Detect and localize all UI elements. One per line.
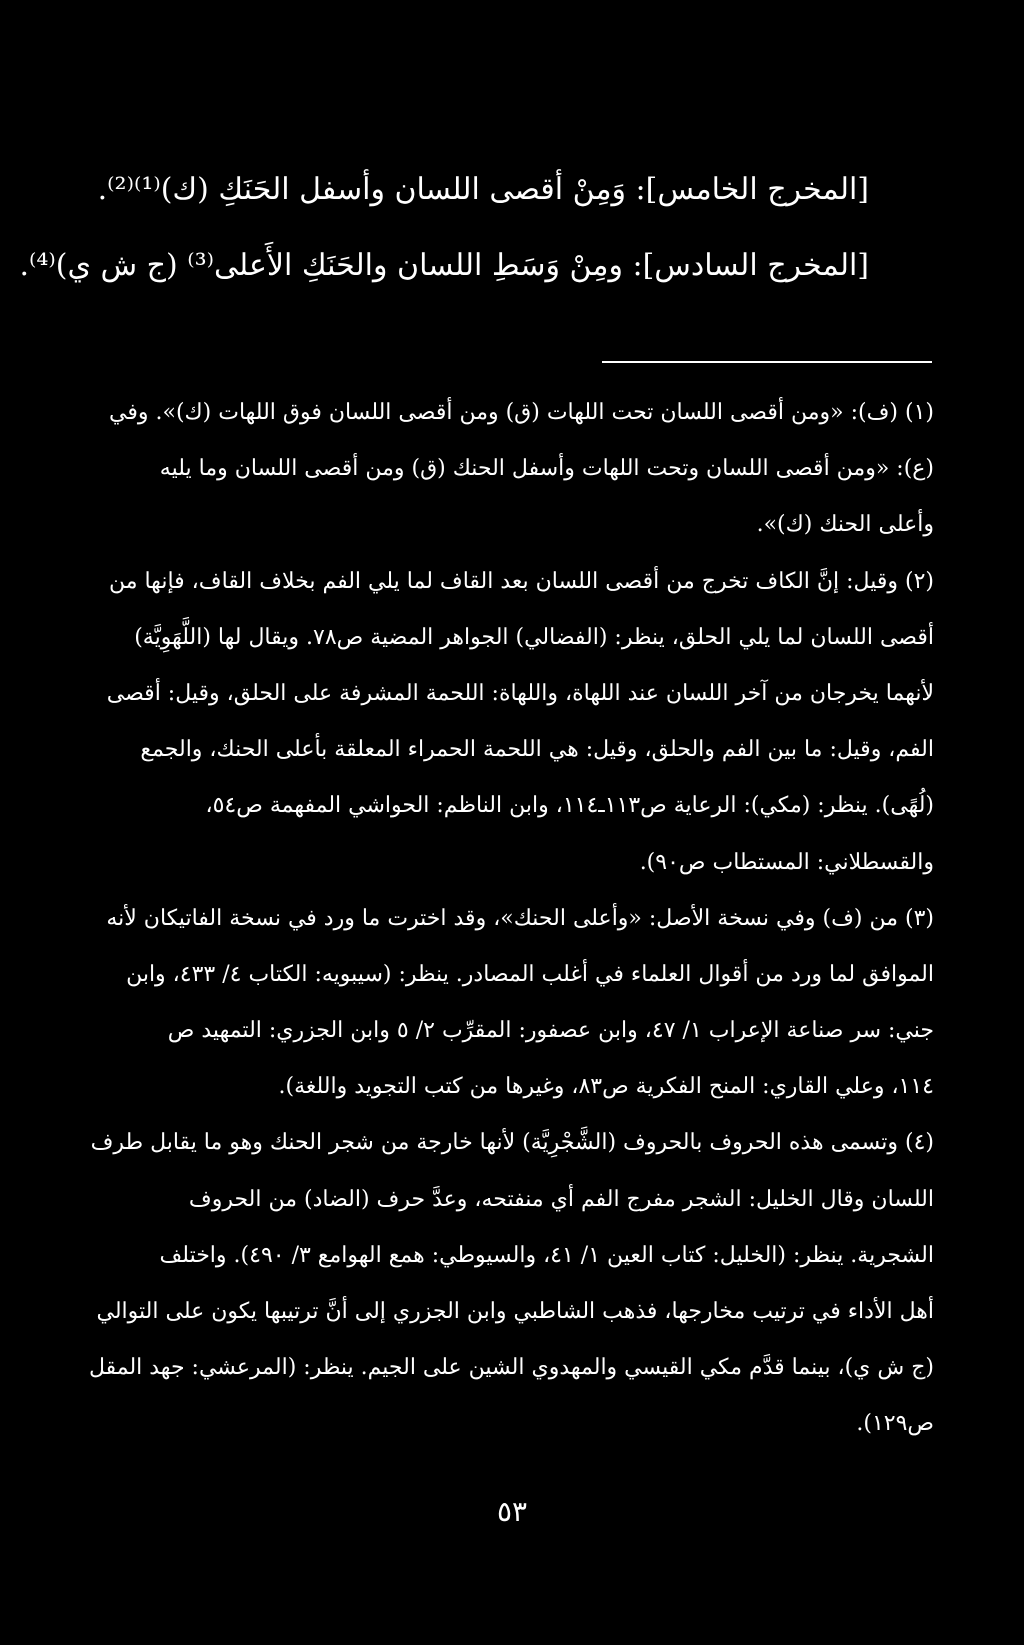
footnote-separator — [602, 361, 932, 363]
footnote-line: (١) (ف): «ومن أقصى اللسان تحت اللهات (ق) ومن أقصى اللسان فوق اللهات (ك)». وفي — [109, 400, 934, 425]
footnote-line: أهل الأداء في ترتيب مخارجها، فذهب الشاطبي وابن الجزري إلى أنَّ ترتيبها يكون على التوالي — [96, 1299, 934, 1324]
main-text-line-2: [المخرج السادس]: ومِنْ وَسَطِ اللسان والحَنَكِ الأَعلى⁽³⁾ (ج ش ي)⁽⁴⁾. — [19, 248, 869, 283]
footnote-line: (ج ش ي)، بينما قدَّم مكي القيسي والمهدوي الشين على الجيم. ينظر: (المرعشي: جهد المقل — [88, 1355, 934, 1381]
footnote-line: الشجرية. ينظر: (الخليل: كتاب العين ١/ ٤١، والسيوطي: همع الهوامع ٣/ ٤٩٠). واختلف — [159, 1242, 934, 1268]
footnote-line: وأعلى الحنك (ك)». — [756, 512, 934, 538]
footnote-line: جني: سر صناعة الإعراب ١/ ٤٧، وابن عصفور: المقرِّب ٢/ ٥ وابن الجزري: التمهيد ص — [167, 1018, 934, 1044]
footnote-line: الفم، وقيل: ما بين الفم والحلق، وقيل: هي اللحمة الحمراء المعلقة بأعلى الحنك، والجمع — [140, 737, 934, 763]
footnote-line: (ع): «ومن أقصى اللسان وتحت اللهات وأسفل الحنك (ق) ومن أقصى اللسان وما يليه — [159, 456, 934, 482]
footnote-line: ١١٤، وعلي القاري: المنح الفكرية ص٨٣، وغيرها من كتب التجويد واللغة). — [278, 1074, 934, 1100]
footnote-line: أقصى اللسان لما يلي الحلق، ينظر: (الفضالي) الجواهر المضية ص٧٨. ويقال لها (اللَّهَوِيَّة) — [134, 624, 934, 650]
footnote-line: (لُهًى). ينظر: (مكي): الرعاية ص١١٣ـ١١٤، وابن الناظم: الحواشي المفهمة ص٥٤، — [205, 793, 934, 819]
footnote-line: والقسطلاني: المستطاب ص٩٠). — [639, 849, 934, 875]
footnote-line: (٢) وقيل: إنَّ الكاف تخرج من أقصى اللسان بعد القاف لما يلي الفم بخلاف القاف، فإنها من — [108, 568, 934, 594]
main-text — [19, 170, 869, 322]
footnote-line: لأنهما يخرجان من آخر اللسان عند اللهاة، واللهاة: اللحمة المشرفة على الحلق، وقيل: أقصى — [106, 680, 934, 706]
footnotes — [84, 385, 934, 1453]
footnote-line: (٣) من (ف) وفي نسخة الأصل: «وأعلى الحنك»، وقد اخترت ما ورد في نسخة الفاتيكان لأنه — [106, 905, 934, 931]
main-text-line-1: [المخرج الخامس]: وَمِنْ أقصى اللسان وأسفل الحَنَكِ (ك)⁽¹⁾⁽²⁾. — [97, 172, 869, 207]
footnote-line: (٤) وتسمى هذه الحروف بالحروف (الشَّجْرِيَّة) لأنها خارجة من شجر الحنك وهو ما يقابل طرف — [90, 1130, 934, 1156]
footnote-line: ص١٢٩). — [856, 1411, 934, 1437]
footnote-line: اللسان وقال الخليل: الشجر مفرج الفم أي منفتحه، وعدَّ حرف (الضاد) من الحروف — [188, 1186, 934, 1212]
page-number: ٥٣ — [496, 1495, 528, 1528]
footnote-line: الموافق لما ورد من أقوال العلماء في أغلب المصادر. ينظر: (سيبويه: الكتاب ٤/ ٤٣٣، وابن — [126, 961, 934, 987]
